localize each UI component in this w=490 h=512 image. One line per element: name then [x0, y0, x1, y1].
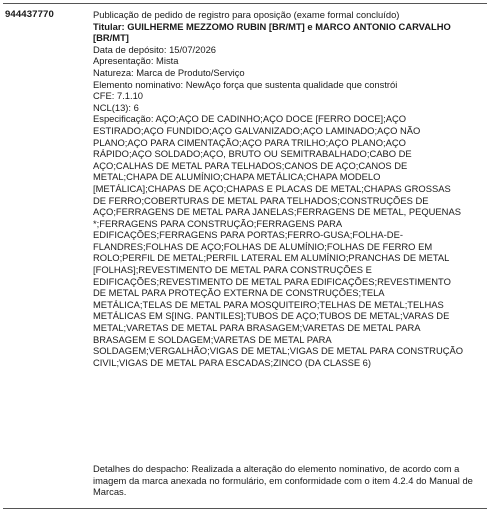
dispatch-details — [93, 463, 485, 498]
specification-line: EDIFICAÇÕES;REVESTIMENTO DE METAL PARA EDIFICAÇÕES;REVESTIMENTO — [93, 275, 451, 287]
presentation: Apresentação: Mista — [93, 55, 179, 67]
specification-line: EDIFICAÇÕES;FERRAGENS PARA PORTAS;FERRO-GUSA;FOLHA-DE- — [93, 229, 403, 241]
ncl-class: NCL(13): 6 — [93, 101, 139, 113]
specification-line: ROLO;PERFIL DE METAL;PERFIL LATERAL EM ALUMÍNIO;PRANCHAS DE METAL — [93, 252, 450, 264]
dispatch-line: de Marcas. — [93, 474, 473, 498]
nature: Natureza: Marca de Produto/Serviço — [93, 66, 245, 78]
titular-line-1: Titular: GUILHERME MEZZOMO RUBIN [BR/MT] e MARCO ANTONIO CARVALHO — [93, 20, 451, 32]
specification-line: CIVIL;VIGAS DE METAL PARA ESCADAS;ZINCO (DA CLASSE 6) — [93, 356, 372, 368]
dispatch-line: imagem da marca anexada no formulário, em conformidade com o item 4.2.4 do Manual — [93, 474, 460, 486]
specification-line: ESTIRADO;AÇO FUNDIDO;AÇO GALVANIZADO;AÇO LAMINADO;AÇO NÃO — [93, 124, 421, 136]
specification-line: AÇO;FERRAGENS DE METAL PARA JANELAS;FERRAGENS DE METAL, PEQUENAS — [93, 206, 461, 218]
specification-line: METAL;VARETAS DE METAL PARA BRASAGEM;VARETAS DE METAL PARA — [93, 322, 421, 334]
titular-line-2: [BR/MT] — [93, 32, 129, 44]
specification-line: *;FERRAGENS PARA CONSTRUÇÃO;FERRAGENS PARA — [93, 217, 343, 229]
record-details — [93, 9, 485, 368]
bottom-divider — [3, 508, 487, 509]
specification-line: SOLDAGEM;VERGALHÃO;VIGAS DE METAL;VIGAS DE METAL PARA CONSTRUÇÃO — [93, 345, 464, 357]
publication-type: Publicação de pedido de registro para oposição (exame formal concluído) — [93, 9, 400, 20]
specification-line: PLANO;AÇO PARA CIMENTAÇÃO;AÇO PARA TRILHO;AÇO PLANO;AÇO — [93, 136, 406, 148]
specification-line: METÁLICA;TELAS DE METAL PARA MOSQUITEIRO;TELHAS DE METAL;TELHAS — [93, 298, 444, 310]
specification-line: METÁLICAS EM S[ING. PANTILES];TUBOS DE AÇO;TUBOS DE METAL;VARAS DE — [93, 310, 450, 322]
specification-line: DE METAL PARA PROTEÇÃO EXTERNA DE CONSTRUÇÕES;TELA — [93, 287, 385, 299]
specification-line: METAL;CHAPA DE ALUMÍNIO;CHAPA METÁLICA;CHAPA MODELO — [93, 171, 381, 183]
process-number: 944437770 — [5, 9, 54, 20]
specification-line: AÇO;CALHAS DE METAL PARA TELHADOS;CANOS DE AÇO;CANOS DE — [93, 159, 408, 171]
cfe-code: CFE: 7.1.10 — [93, 90, 144, 102]
deposit-date: Data de depósito: 15/07/2026 — [93, 43, 217, 55]
nominative-element: Elemento nominativo: NewAço força que sustenta qualidade que constrói — [93, 78, 398, 90]
specification — [93, 113, 485, 368]
specification-line: BRASAGEM E SOLDAGEM;VARETAS DE METAL PARA — [93, 333, 332, 345]
top-divider — [3, 3, 487, 4]
dispatch-line: Detalhes do despacho: Realizada a alteração do elemento nominativo, de acordo com a — [93, 463, 460, 474]
specification-line: RÁPIDO;AÇO SOLDADO;AÇO, BRUTO OU SEMITRABALHADO;CABO DE — [93, 148, 412, 160]
specification-line: DE FERRO;COBERTURAS DE METAL PARA TELHADOS;CONSTRUÇÕES DE — [93, 194, 429, 206]
specification-line: [FOLHAS];REVESTIMENTO DE METAL PARA CONSTRUÇÕES E — [93, 264, 372, 276]
specification-line: FLANDRES;FOLHAS DE AÇO;FOLHAS DE ALUMÍNIO;FOLHAS DE FERRO EM — [93, 240, 433, 252]
specification-line: Especificação: AÇO;AÇO DE CADINHO;AÇO DOCE [FERRO DOCE];AÇO — [93, 113, 407, 125]
specification-line: [METÁLICA];CHAPAS DE AÇO;CHAPAS E PLACAS DE METAL;CHAPAS GROSSAS — [93, 182, 451, 194]
